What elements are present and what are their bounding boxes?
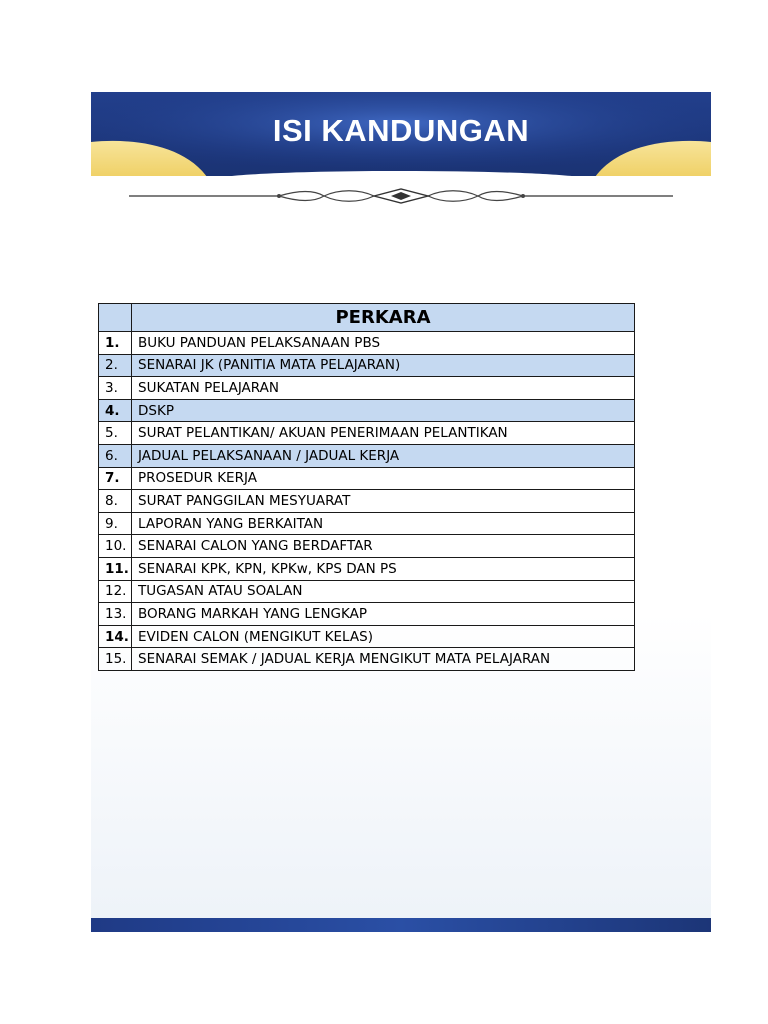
row-item: PROSEDUR KERJA [132,467,635,490]
row-number: 13. [99,603,132,626]
header-banner [91,92,711,180]
row-number: 1. [99,332,132,355]
row-number: 7. [99,467,132,490]
item-header: PERKARA [132,304,635,332]
row-number: 12. [99,580,132,603]
row-number: 5. [99,422,132,445]
row-number: 14. [99,625,132,648]
row-item: JADUAL PELAKSANAAN / JADUAL KERJA [132,444,635,467]
table-row [99,332,635,355]
table-row [99,580,635,603]
row-item: TUGASAN ATAU SOALAN [132,580,635,603]
number-header [99,304,132,332]
table-row [99,625,635,648]
table-row [99,377,635,400]
table-row [99,490,635,513]
row-item: SENARAI SEMAK / JADUAL KERJA MENGIKUT MATA PELAJARAN [132,648,635,671]
row-item: BUKU PANDUAN PELAKSANAAN PBS [132,332,635,355]
row-item: EVIDEN CALON (MENGIKUT KELAS) [132,625,635,648]
row-item: DSKP [132,399,635,422]
contents-table [98,303,635,671]
table-row [99,422,635,445]
row-number: 10. [99,535,132,558]
row-item: BORANG MARKAH YANG LENGKAP [132,603,635,626]
row-number: 15. [99,648,132,671]
table-row [99,557,635,580]
document-page [91,92,711,932]
footer-bar [91,918,711,932]
row-item: LAPORAN YANG BERKAITAN [132,512,635,535]
row-number: 4. [99,399,132,422]
ornament-divider-icon [129,188,673,204]
table-body [99,332,635,671]
row-number: 8. [99,490,132,513]
table-row [99,535,635,558]
table-row [99,354,635,377]
row-item: SURAT PELANTIKAN/ AKUAN PENERIMAAN PELANTIKAN [132,422,635,445]
row-number: 11. [99,557,132,580]
page-title: ISI KANDUNGAN [272,113,530,148]
table-row [99,467,635,490]
table-row [99,512,635,535]
row-item: SUKATAN PELAJARAN [132,377,635,400]
row-item: SENARAI CALON YANG BERDAFTAR [132,535,635,558]
row-number: 6. [99,444,132,467]
row-item: SENARAI KPK, KPN, KPKw, KPS DAN PS [132,557,635,580]
table-header-row [99,304,635,332]
row-item: SURAT PANGGILAN MESYUARAT [132,490,635,513]
row-number: 9. [99,512,132,535]
row-number: 2. [99,354,132,377]
row-number: 3. [99,377,132,400]
table-row [99,648,635,671]
row-item: SENARAI JK (PANITIA MATA PELAJARAN) [132,354,635,377]
table-row [99,399,635,422]
table-row [99,444,635,467]
table-row [99,603,635,626]
